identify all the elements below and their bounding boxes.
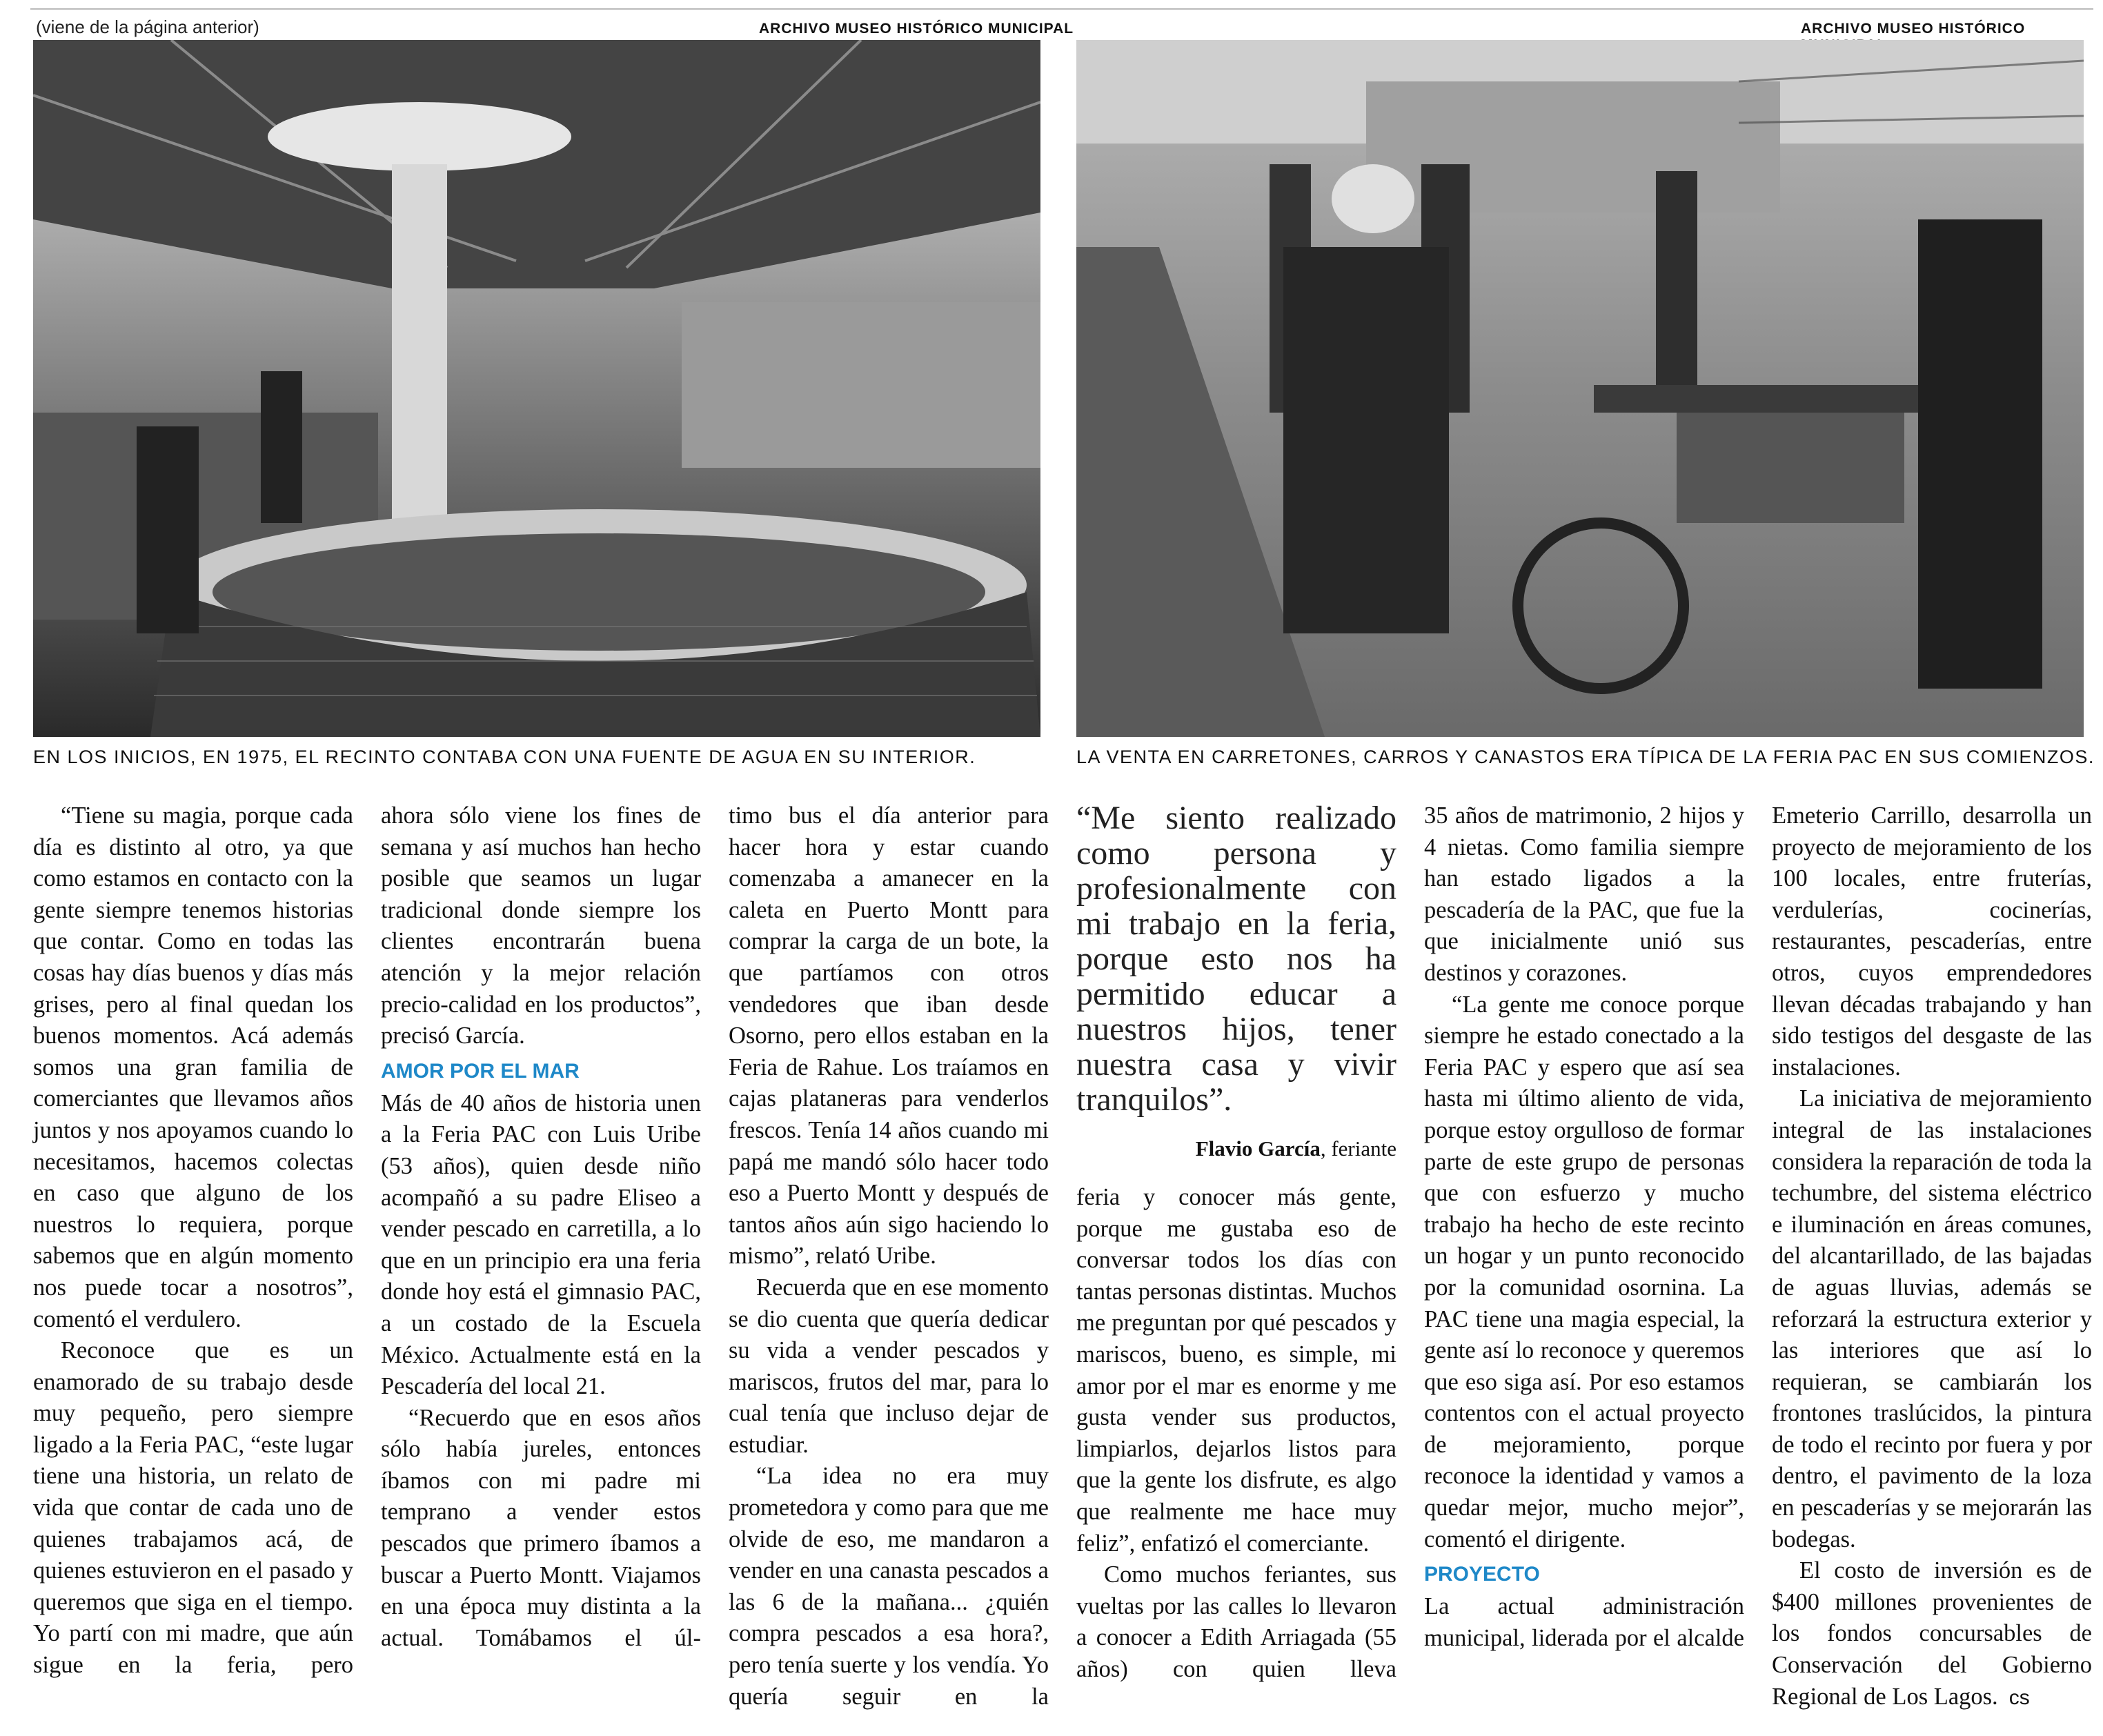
article-column-4 [1076, 800, 1396, 1686]
article-column-3 [729, 800, 1049, 1713]
photo-cart [1076, 40, 2084, 737]
paragraph: La iniciativa de mejoramiento integral de las instalaciones considera la reparación de toda la techumbre, del sistema eléctrico e iluminación en áreas comunes, del alcantarillado, de las bajadas de aguas lluvias, además se reforzará la estructura exterior y las interiores que así lo requieran, se cambiarán los frontones traslúcidos, la pintura de todo el recinto por fuera y por dentro, el pavimento de la loza en pescaderías y se mejorarán las bodegas. [1772, 1085, 2092, 1552]
paragraph: “Tiene su magia, porque cada día es distinto al otro, ya que como estamos en contacto con la gente siempre tenemos historias que contar. Como en todas las cosas hay días buenos y días más grises, pero al final quedan los buenos momentos. Acá además somos una gran familia de comerciantes que llevamos años juntos y nos apoyamos cuando lo necesitamos, hacemos colectas en caso que alguno de los nuestros lo requiera, porque sabemos que en algún momento nos puede tocar a nosotros”, comentó el verdulero. [33, 802, 353, 1332]
article-column-1 [33, 800, 353, 1681]
photo-credit-1: ARCHIVO MUSEO HISTÓRICO MUNICIPAL [759, 21, 1074, 37]
paragraph: Emeterio Carrillo, desarrolla un proyecto de mejoramiento de los 100 locales, entre fruterías, verdulerías, cocinerías, restaurantes, pescaderías, entre otros, cuyos emprendedores llevan décadas trabajando y han sido testigos del desgaste de las instalaciones. [1772, 802, 2092, 1081]
paragraph: “Recuerdo que en esos años sólo había jureles, entonces íbamos con mi padre mi temprano a vender estos pescados que primero íbamos a buscar a Puerto Montt. Viajamos en una época muy distinta a la actual. Tomábamos el úl- [381, 1404, 701, 1651]
quote-role: , feriante [1320, 1136, 1396, 1161]
paragraph: “La idea no era muy prometedora y como para que me olvide de eso, me mandaron a vender en una canasta pescados a las 6 de la mañana... ¿quién compra pescados a esa hora?, pero tenía suerte y los vendía. Yo quería seguir en la [729, 1463, 1049, 1710]
paragraph: Recuerda que en ese momento se dio cuenta que quería dedicar su vida a vender pescados y mariscos, frutos del mar, para lo cual tenía que incluso dejar de estudiar. [729, 1274, 1049, 1458]
closing-text: El costo de inversión es de $400 millones provenientes de los fondos concursables de Conservación del Gobierno Regional de Los Lagos. [1772, 1557, 2092, 1710]
paragraph: Más de 40 años de historia unen a la Feria PAC con Luis Uribe (53 años), quien desde niño acompañó a su padre Eliseo a vender pescado en carretilla, a lo que en un principio era una feria donde hoy está el gimnasio PAC, a un costado de la Escuela México. Actualmente está en la Pescadería del local 21. [381, 1089, 701, 1400]
end-mark-icon: cs [2008, 1686, 2030, 1709]
article-column-5 [1424, 800, 1744, 1654]
paragraph: “La gente me conoce porque siempre he estado conectado a la Feria PAC y espero que así sea hasta mi último aliento de vida, porque estoy orgulloso de formar parte de este grupo de personas que con esfuerzo y mucho trabajo ha hecho de este recinto un hogar y un punto reconocido por la comunidad osornina. La PAC tiene una magia especial, la gente así lo reconoce y queremos que eso siga así. Por eso estamos contentos con el actual proyecto de mejoramiento, porque reconoce la identidad y vamos a quedar mejor, mucho mejor”, comentó el dirigente. [1424, 991, 1744, 1552]
paragraph: 35 años de matrimonio, 2 hijos y 4 nietas. Como familia siempre han estado ligados a la pescadería de la PAC, que fue la que inicialmente unió sus destinos y corazones. [1424, 802, 1744, 986]
continued-note: (viene de la página anterior) [36, 17, 259, 37]
paragraph: La actual administración municipal, liderada por el alcalde [1424, 1593, 1744, 1651]
paragraph: feria y conocer más gente, porque me gustaba eso de conversar todos los días con tantas personas distintas. Muchos me preguntan por qué pescados y mariscos, bueno, es simple, mi amor por el mar es enorme y me gusta vender sus productos, limpiarlos, dejarlos listos para que la gente los disfrute, es algo que realmente me hace muy feliz”, enfatizó el comerciante. [1076, 1184, 1396, 1557]
subheading-amor-por-el-mar: AMOR POR EL MAR [381, 1059, 580, 1083]
photo-caption-1: EN LOS INICIOS, EN 1975, EL RECINTO CONTABA CON UNA FUENTE DE AGUA EN SU INTERIOR. [33, 747, 976, 767]
paragraph: Como muchos feriantes, sus vueltas por las calles lo llevaron a conocer a Edith Arriagada (55 años) con quien lleva [1076, 1561, 1396, 1682]
subheading-proyecto: PROYECTO [1424, 1563, 1540, 1586]
paragraph: Reconoce que es un enamorado de su trabajo desde muy pequeño, pero siempre ligado a la Feria PAC, “este lugar tiene una historia, un relato de vida que contar de cada uno de quienes trabajamos acá, de quienes estuvieron en el pasado y queremos que siga en el tiempo. Yo partí con mi madre, que aún sigue en la feria, pero [33, 1337, 353, 1679]
pull-quote: “Me siento realizado como persona y profesionalmente con mi trabajo en la feria, porque esto nos ha permitido educar a nuestros hijos, tener nuestra casa y vivir tranquilos”. [1076, 800, 1396, 1118]
photo-caption-2: LA VENTA EN CARRETONES, CARROS Y CANASTOS ERA TÍPICA DE LA FERIA PAC EN SUS COMIENZOS. [1076, 747, 2095, 767]
article-column-6 [1772, 800, 2092, 1713]
article-column-2 [381, 800, 701, 1654]
quote-author: Flavio García [1195, 1136, 1321, 1161]
paragraph [1772, 1555, 2092, 1713]
photo-fountain [33, 40, 1040, 737]
paragraph: ahora sólo viene los fines de semana y así muchos han hecho posible que seamos un lugar tradicional donde siempre los clientes encontrarán buena atención y la mejor relación precio-calidad en los productos”, precisó García. [381, 802, 701, 1049]
photo-credit-2: ARCHIVO MUSEO HISTÓRICO [1801, 21, 2026, 37]
quote-signature [1076, 1135, 1396, 1163]
paragraph: timo bus el día anterior para hacer hora y estar cuando comenzaba a amanecer en la caleta en Puerto Montt para comprar la carga de un bote, la que partíamos con otros vendedores que iban desde Osorno, pero ellos estaban en la Feria de Rahue. Los traíamos en cajas plataneras para venderlos frescos. Tenía 14 años cuando mi papá me mandó sólo hacer todo eso a Puerto Montt y después de tantos años aún sigo haciendo lo mismo”, relató Uribe. [729, 802, 1049, 1270]
top-rule [30, 8, 2093, 10]
